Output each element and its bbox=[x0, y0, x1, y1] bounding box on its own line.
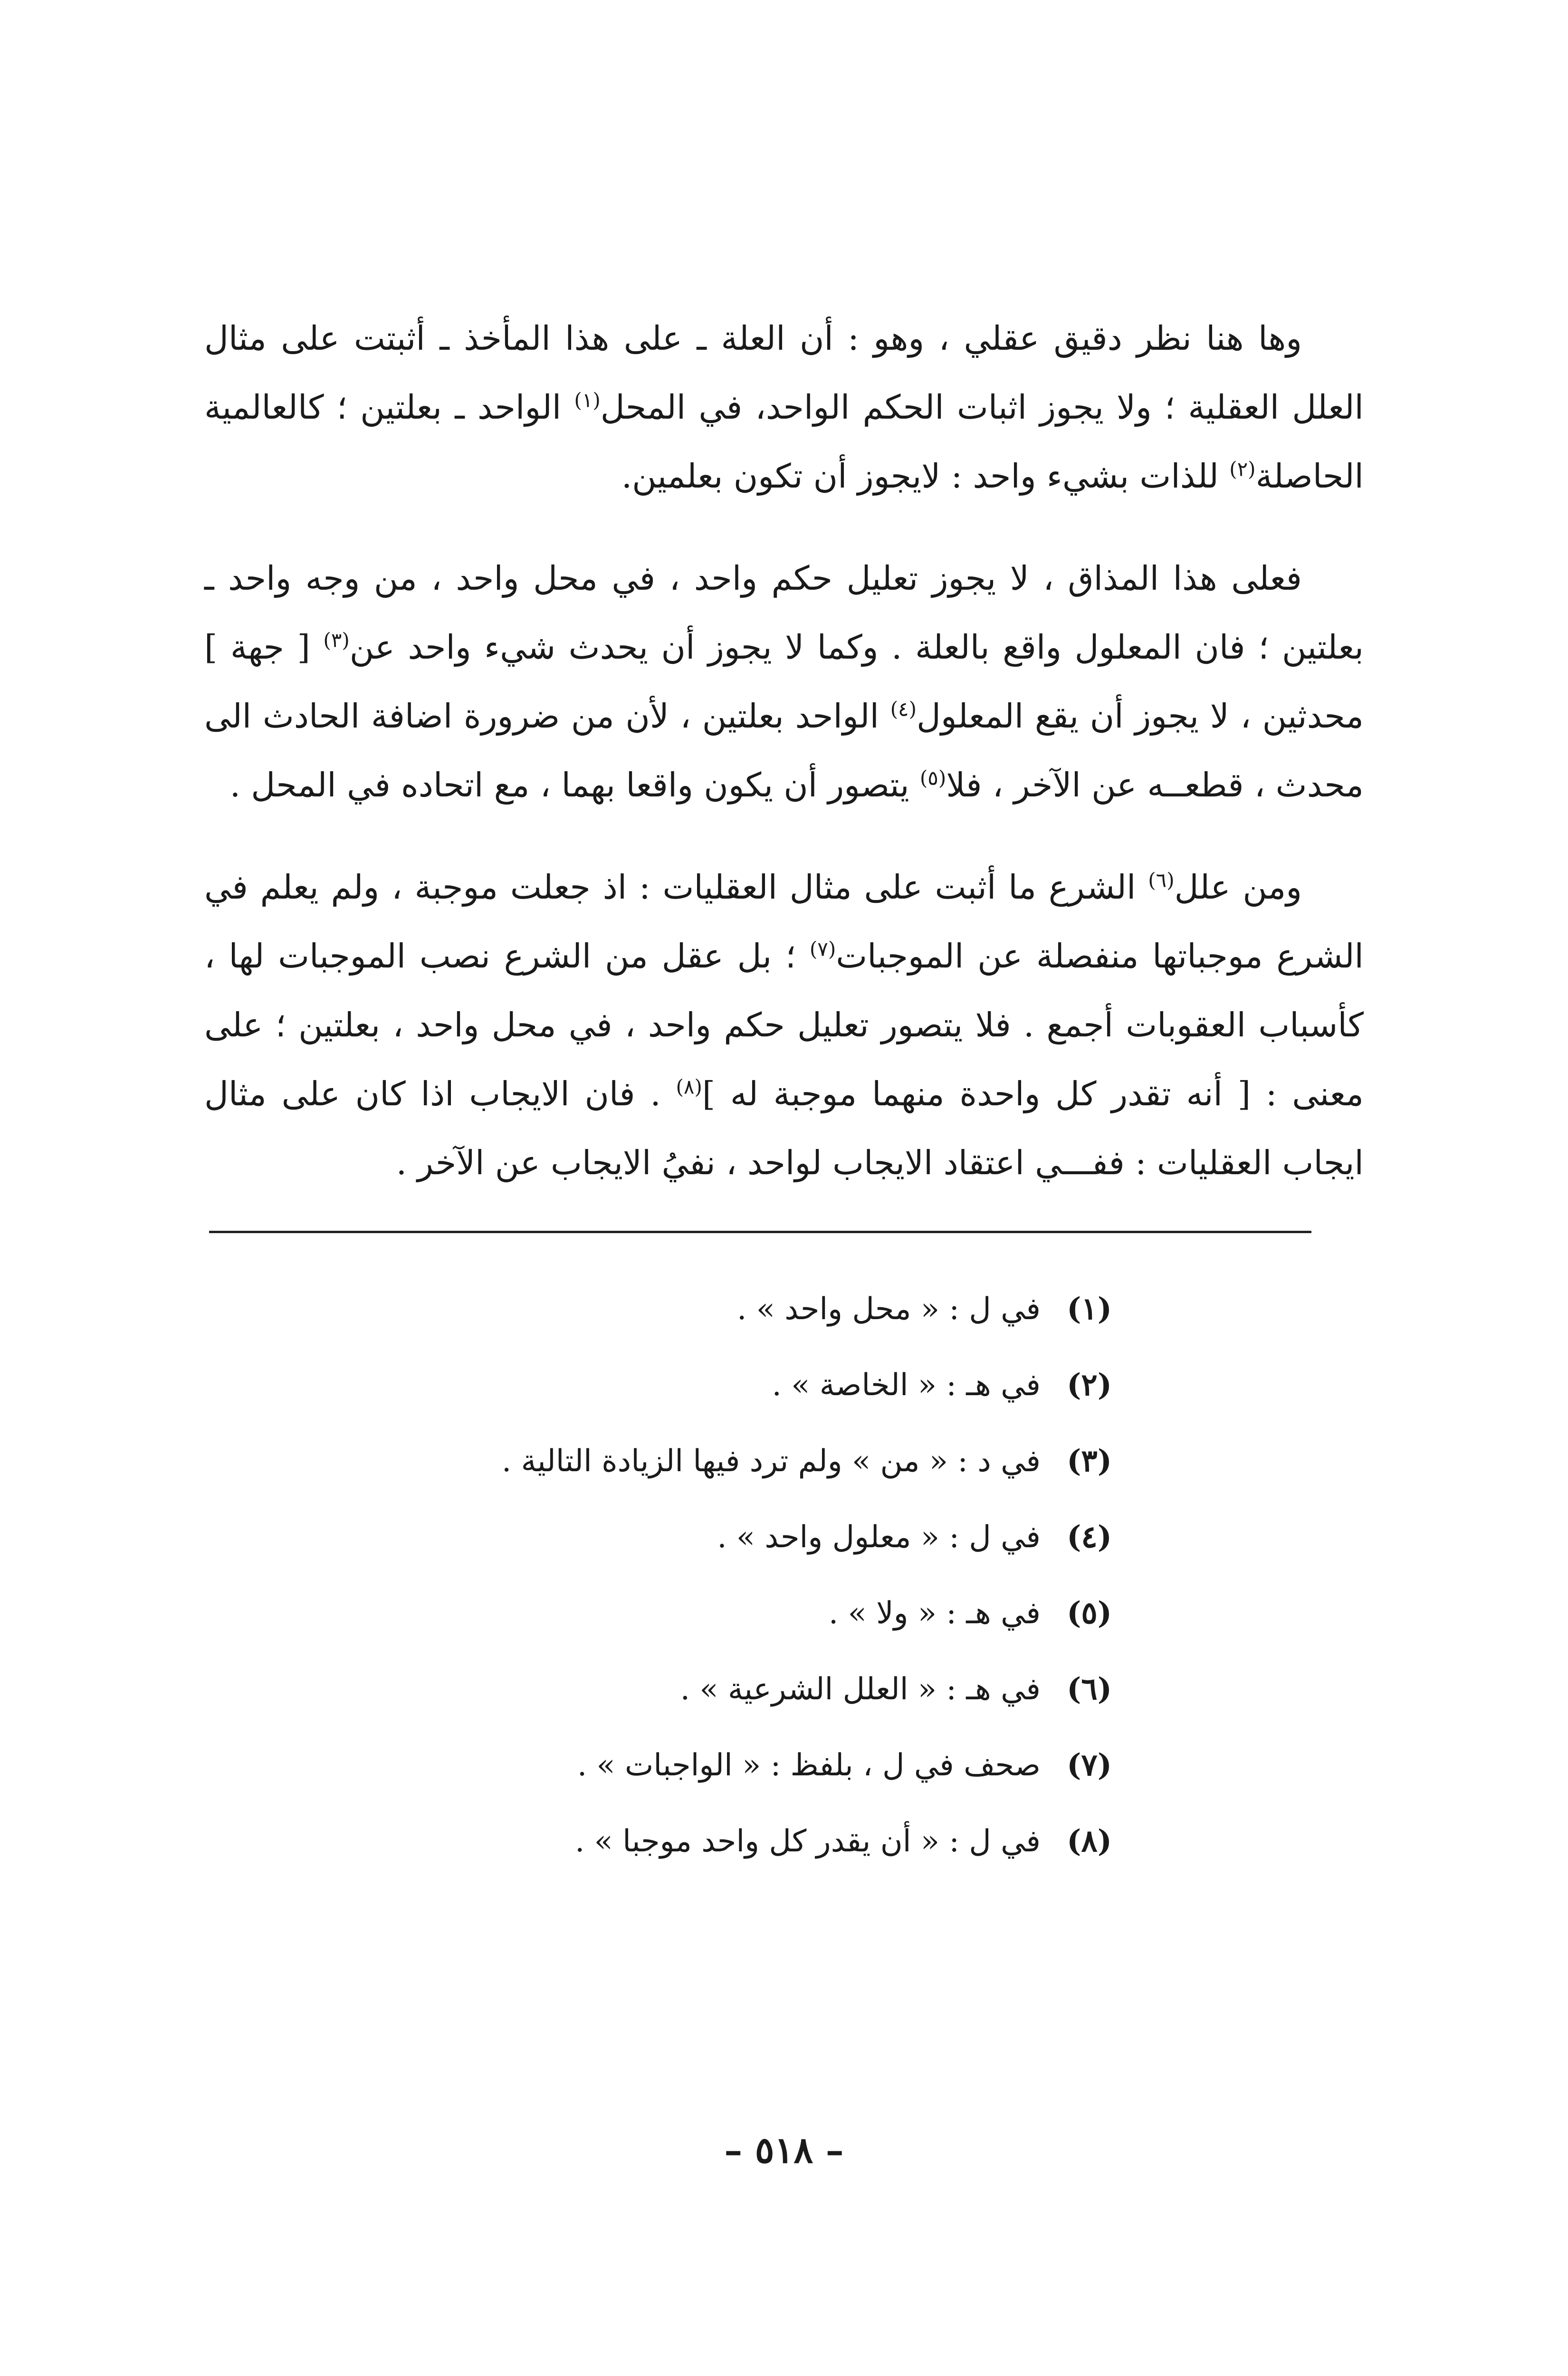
footnote-number: (٣) bbox=[1067, 1443, 1112, 1479]
page-body bbox=[204, 304, 1364, 1879]
footnote-text: في هـ : « العلل الشرعية » . bbox=[680, 1672, 1041, 1707]
footnote-number: (٨) bbox=[1067, 1823, 1112, 1859]
paragraph-text: [ جهة ] محدثين ، لا يجوز أن يقع المعلول bbox=[204, 628, 1364, 736]
footnote-text: في د : « من » ولم ترد فيها الزيادة التالية . bbox=[501, 1444, 1041, 1479]
footnote-number: (٦) bbox=[1067, 1671, 1112, 1707]
footnote bbox=[204, 1651, 1112, 1727]
footnote bbox=[204, 1803, 1112, 1879]
footnote-reference: (٧) bbox=[809, 937, 836, 961]
footnote-number: (١) bbox=[1067, 1291, 1112, 1327]
footnote-number: (٢) bbox=[1067, 1367, 1112, 1403]
footnote bbox=[204, 1271, 1112, 1347]
footnote bbox=[204, 1499, 1112, 1575]
footnote bbox=[204, 1347, 1112, 1423]
footnote-reference: (٣) bbox=[323, 628, 350, 652]
footnote-number: (٧) bbox=[1067, 1747, 1112, 1783]
footnote-reference: (٤) bbox=[890, 697, 917, 721]
footnote-text: في ل : « أن يقدر كل واحد موجبا » . bbox=[574, 1824, 1041, 1859]
footnote-text: في ل : « معلول واحد » . bbox=[717, 1520, 1041, 1555]
footnote-reference: (٨) bbox=[676, 1075, 702, 1099]
footnote bbox=[204, 1575, 1112, 1651]
paragraph-text: فعلى هذا المذاق ، لا يجوز تعليل حكم واحد ، في محل واحد ، من وجه واحد ـ بعلتين ؛ فان المعلول واقع بالعلة . وكما لا يجوز أن يحدث شيء واحد عن bbox=[204, 559, 1364, 667]
paragraph-text: ؛ بل عقل من الشرع نصب الموجبات لها ، كأسباب العقوبات أجمع . فلا يتصور تعليل حكم واحد ، في محل واحد ، بعلتين ؛ على معنى : [ أنه تقدر كل واحدة منهما موجبة له ] bbox=[204, 937, 1364, 1113]
footnote-reference: (٢) bbox=[1229, 457, 1256, 481]
footnotes-list bbox=[204, 1271, 1364, 1879]
page-number: – ٥١٨ – bbox=[724, 2129, 844, 2171]
footnote-number: (٥) bbox=[1067, 1595, 1112, 1631]
footnote-reference: (١) bbox=[574, 388, 601, 412]
footnote-text: في هـ : « ولا » . bbox=[828, 1596, 1041, 1631]
footnote-text: في ل : « محل واحد » . bbox=[737, 1292, 1041, 1327]
main-text bbox=[204, 304, 1364, 1198]
footnote-text: صحف في ل ، بلفظ : « الواجبات » . bbox=[577, 1748, 1041, 1783]
footnote-separator bbox=[209, 1231, 1311, 1233]
footnote-reference: (٦) bbox=[1148, 868, 1175, 892]
paragraph-text: ومن علل bbox=[1174, 868, 1302, 907]
paragraph-text: للذات بشيء واحد : لايجوز أن تكون بعلمين. bbox=[621, 457, 1230, 496]
paragraph-text: الواحد ـ بعلتين ؛ كالعالمية الحاصلة bbox=[204, 388, 1364, 496]
paragraph bbox=[204, 544, 1364, 820]
paragraph bbox=[204, 304, 1364, 511]
paragraph-text: الشرع ما أثبت على مثال العقليات : اذ جعلت موجبة ، ولم يعلم في الشرع موجباتها منفصلة عن الموجبات bbox=[204, 868, 1364, 976]
paragraph bbox=[204, 853, 1364, 1198]
paragraph-text: وها هنا نظر دقيق عقلي ، وهو : أن العلة ـ على هذا المأخذ ـ أثبتت على مثال العلل العقلية ؛ ولا يجوز اثبات الحكم الواحد، في المحل bbox=[204, 319, 1364, 427]
paragraph-text: يتصور أن يكون واقعا بهما ، مع اتحاده في المحل . bbox=[229, 766, 920, 805]
paragraph-text: . فان الايجاب اذا كان على مثال ايجاب العقليات : ففـــي اعتقاد الايجاب لواحد ، نفيُ الايجاب عن الآخر . bbox=[204, 1074, 1364, 1182]
footnote-number: (٤) bbox=[1067, 1519, 1112, 1555]
paragraph-text: الواحد بعلتين ، لأن من ضرورة اضافة الحادث الى محدث ، قطعــه عن الآخر ، فلا bbox=[204, 697, 1364, 805]
footnote-text: في هـ : « الخاصة » . bbox=[772, 1368, 1041, 1403]
footnote-reference: (٥) bbox=[919, 766, 947, 790]
footnote bbox=[204, 1423, 1112, 1499]
footnote bbox=[204, 1727, 1112, 1803]
